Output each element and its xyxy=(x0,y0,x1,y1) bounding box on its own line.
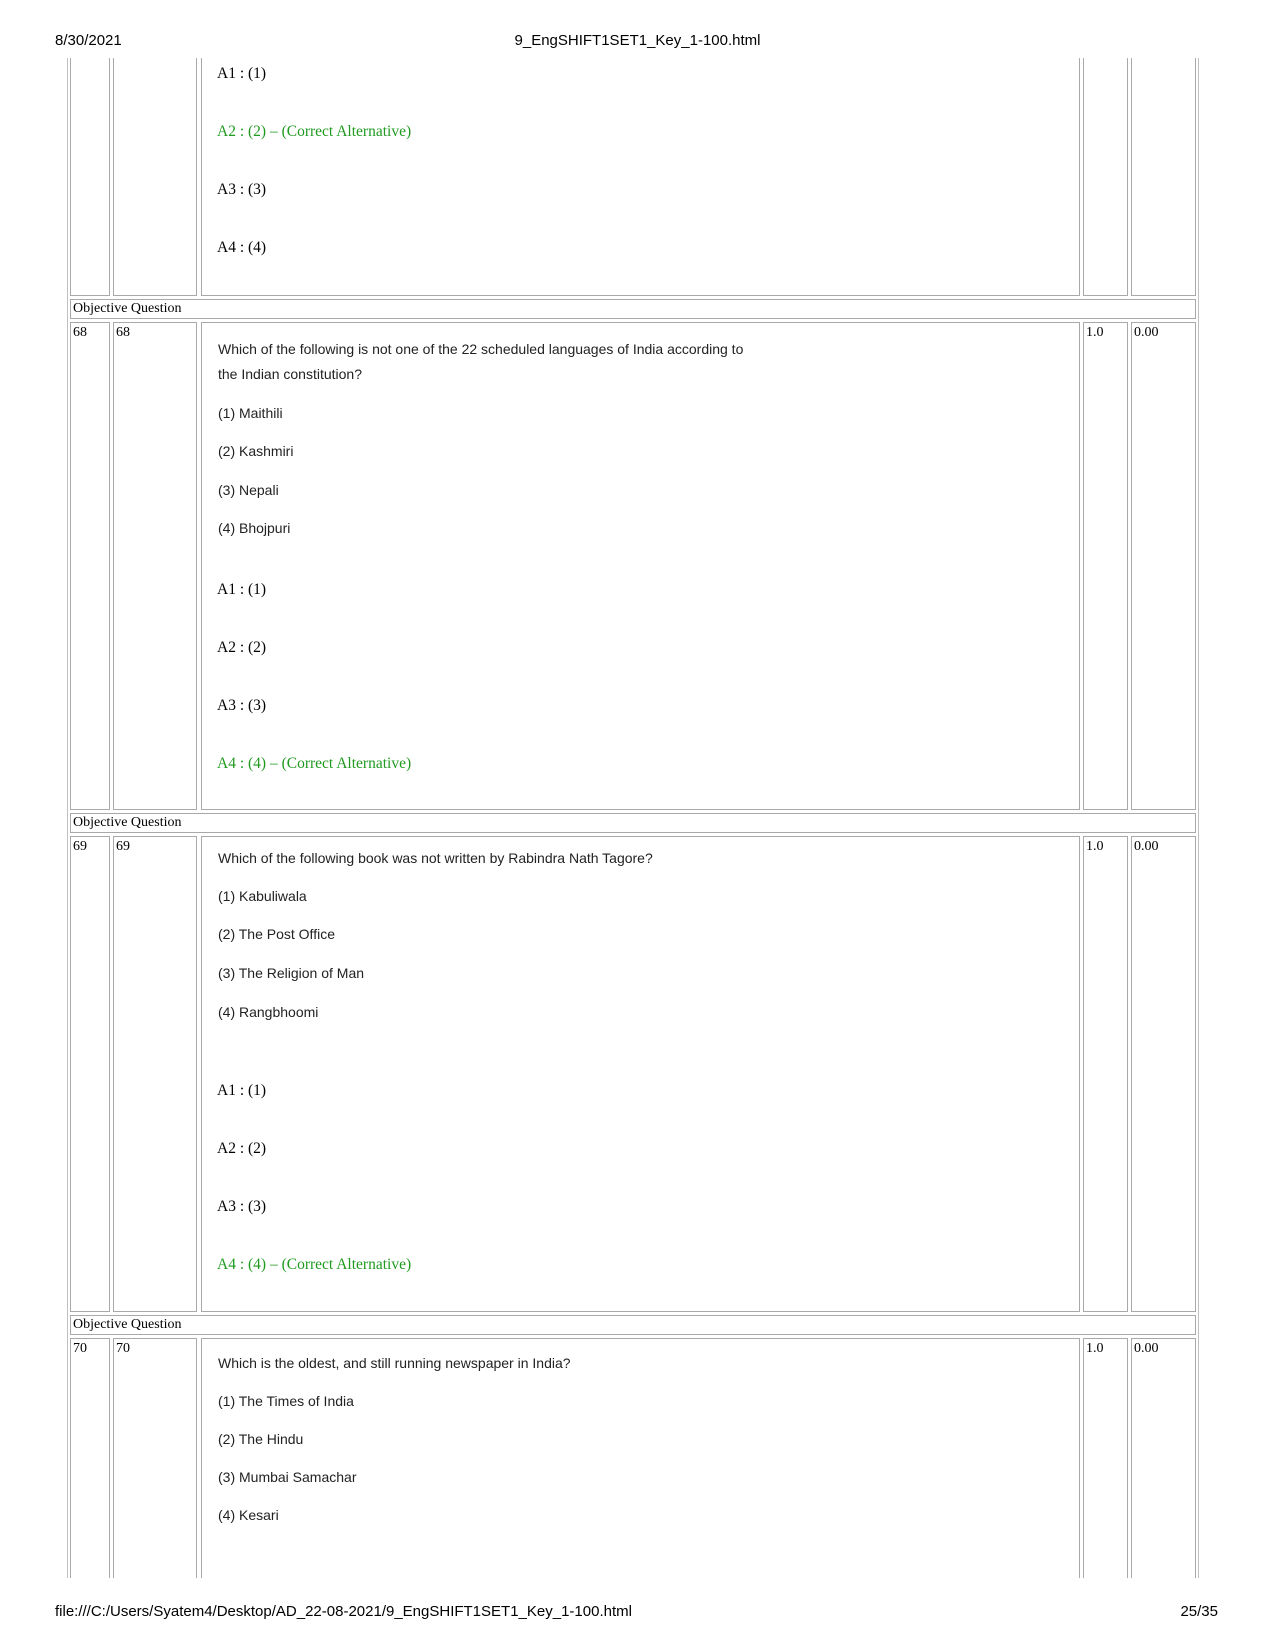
prev-answer-3: A3 : (3) xyxy=(217,181,267,198)
option-3: (3) Mumbai Samachar xyxy=(218,1469,357,1485)
question-text-line1: Which of the following is not one of the 22 scheduled languages of India according to xyxy=(218,341,744,357)
answer-2: A2 : (2) xyxy=(217,1140,267,1157)
answer-4-correct: A4 : (4) – (Correct Alternative) xyxy=(217,1256,412,1273)
serial-number: 70 xyxy=(73,1341,87,1356)
option-1: (1) Maithili xyxy=(218,405,283,421)
negative-marks: 0.00 xyxy=(1134,1341,1159,1356)
prev-answer-4: A4 : (4) xyxy=(217,239,267,256)
marks: 1.0 xyxy=(1086,325,1104,340)
table-outer-border xyxy=(67,58,1199,1578)
negative-marks: 0.00 xyxy=(1134,839,1159,854)
answer-1: A1 : (1) xyxy=(217,581,267,598)
answer-4-correct: A4 : (4) – (Correct Alternative) xyxy=(217,755,412,772)
option-2: (2) Kashmiri xyxy=(218,443,294,459)
option-2: (2) The Hindu xyxy=(218,1431,304,1447)
option-3: (3) The Religion of Man xyxy=(218,965,365,981)
question-type-label: Objective Question xyxy=(73,1317,182,1332)
marks: 1.0 xyxy=(1086,1341,1104,1356)
file-url: file:///C:/Users/Syatem4/Desktop/AD_22-08-2021/9_EngSHIFT1SET1_Key_1-100.html xyxy=(55,1603,632,1620)
option-4: (4) Kesari xyxy=(218,1507,279,1523)
option-2: (2) The Post Office xyxy=(218,926,335,942)
answer-2: A2 : (2) xyxy=(217,639,267,656)
marks: 1.0 xyxy=(1086,839,1104,854)
answer-3: A3 : (3) xyxy=(217,1198,267,1215)
page-number: 25/35 xyxy=(1180,1603,1218,1620)
option-3: (3) Nepali xyxy=(218,482,279,498)
prev-answer-2-correct: A2 : (2) – (Correct Alternative) xyxy=(217,123,412,140)
question-type-label: Objective Question xyxy=(73,301,182,316)
question-type-label: Objective Question xyxy=(73,815,182,830)
question-text-line1: Which of the following book was not written by Rabindra Nath Tagore? xyxy=(218,850,653,866)
answer-1: A1 : (1) xyxy=(217,1082,267,1099)
question-id: 68 xyxy=(116,325,130,340)
question-text-line1: Which is the oldest, and still running newspaper in India? xyxy=(218,1355,571,1371)
option-4: (4) Bhojpuri xyxy=(218,520,291,536)
option-1: (1) The Times of India xyxy=(218,1393,354,1409)
print-date: 8/30/2021 xyxy=(55,32,122,49)
question-id: 69 xyxy=(116,839,130,854)
serial-number: 68 xyxy=(73,325,87,340)
document-title: 9_EngSHIFT1SET1_Key_1-100.html xyxy=(514,32,761,49)
serial-number: 69 xyxy=(73,839,87,854)
prev-answer-1: A1 : (1) xyxy=(217,65,267,82)
option-1: (1) Kabuliwala xyxy=(218,888,307,904)
negative-marks: 0.00 xyxy=(1134,325,1159,340)
answer-3: A3 : (3) xyxy=(217,697,267,714)
question-id: 70 xyxy=(116,1341,130,1356)
option-4: (4) Rangbhoomi xyxy=(218,1004,319,1020)
question-text-line2: the Indian constitution? xyxy=(218,366,362,382)
